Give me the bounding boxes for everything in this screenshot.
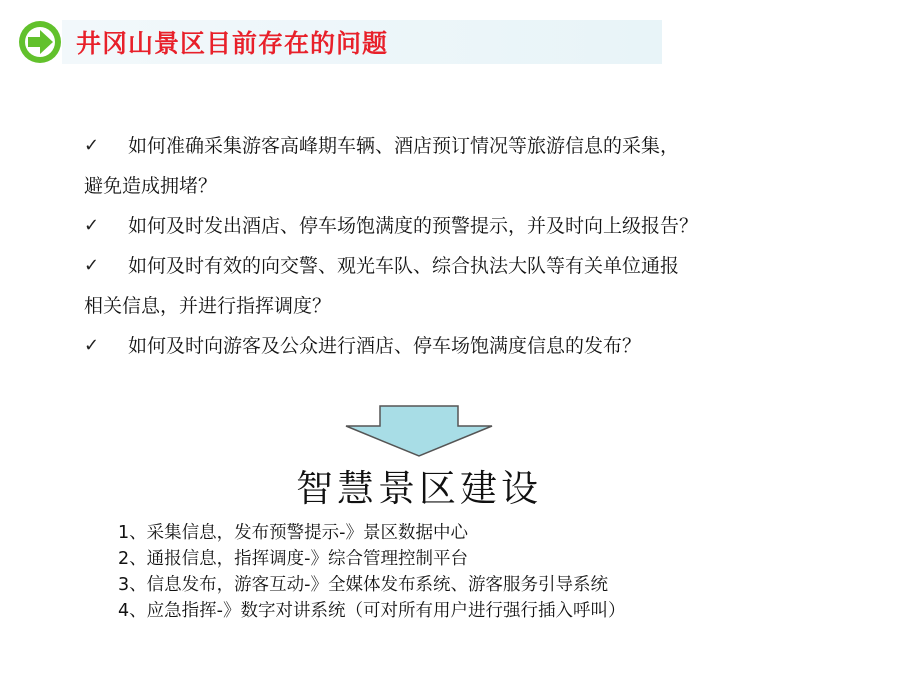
check-icon: ✓: [84, 335, 100, 356]
down-arrow-icon: [344, 404, 494, 458]
question-text: 如何及时向游客及公众进行酒店、停车场饱满度信息的发布？: [128, 335, 642, 357]
question-item-1: [84, 126, 824, 206]
question-item-3: [84, 246, 824, 326]
check-icon: ✓: [84, 135, 100, 156]
question-text-continued: 避免造成拥堵？: [84, 175, 218, 197]
question-item-4: [84, 326, 824, 366]
question-text: 如何及时发出酒店、停车场饱满度的预警提示，并及时向上级报告？: [128, 215, 699, 237]
system-item-1: 1、采集信息，发布预警提示-》景区数据中心: [118, 523, 468, 543]
question-item-2: [84, 206, 824, 246]
arrow-right-circle-icon: [18, 20, 62, 64]
question-text-continued: 相关信息，并进行指挥调度？: [84, 295, 332, 317]
down-arrow-shape: [346, 406, 492, 456]
question-text: 如何准确采集游客高峰期车辆、酒店预订情况等旅游信息的采集，: [128, 135, 680, 157]
question-text: 如何及时有效的向交警、观光车队、综合执法大队等有关单位通报: [128, 255, 680, 277]
check-icon: ✓: [84, 215, 100, 236]
system-item-2: 2、通报信息，指挥调度-》综合管理控制平台: [118, 549, 468, 569]
system-list: [118, 520, 838, 624]
question-list: [84, 126, 824, 366]
system-item-3: 3、信息发布，游客互动-》全媒体发布系统、游客服务引导系统: [118, 575, 608, 595]
smart-scenic-title: 智慧景区建设: [296, 467, 542, 510]
check-icon: ✓: [84, 255, 100, 276]
system-item-4: 4、应急指挥-》数字对讲系统（可对所有用户进行强行插入呼叫）: [118, 601, 626, 621]
page-title: 井冈山景区目前存在的问题: [76, 29, 389, 58]
